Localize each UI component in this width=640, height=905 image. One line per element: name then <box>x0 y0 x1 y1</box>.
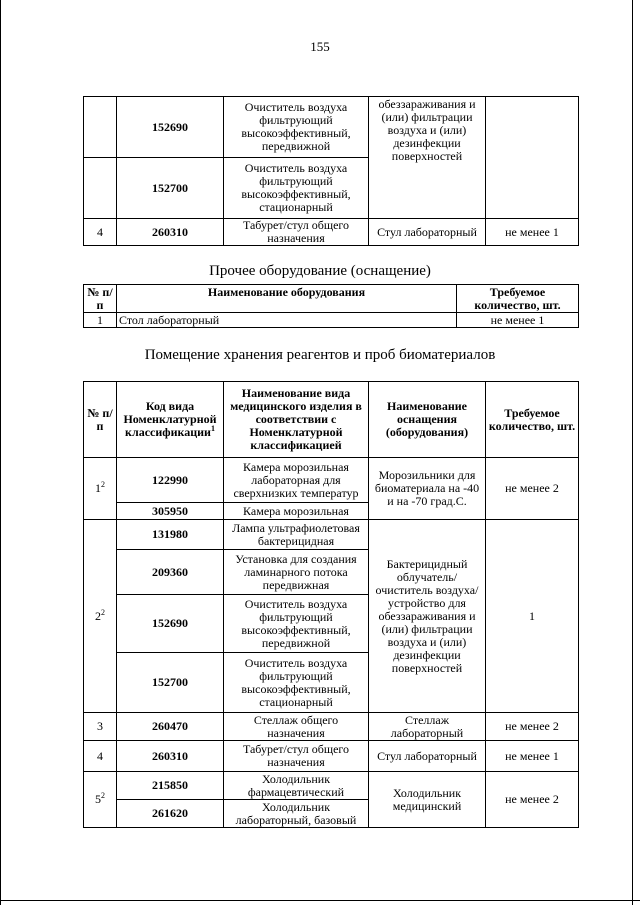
footnote-mark: 1 <box>210 424 215 433</box>
footnote-mark: 2 <box>101 791 105 800</box>
num-text: 2 <box>95 608 101 623</box>
table-header-row <box>84 382 579 458</box>
page-border-right <box>632 0 633 905</box>
footnote-mark: 2 <box>101 480 105 489</box>
name-cell: Холодильник фармацевтический <box>224 772 369 800</box>
name-cell: Табурет/стул общего назначения <box>224 741 369 772</box>
table-header-row <box>84 285 579 313</box>
code-cell: 260470 <box>117 713 224 741</box>
name-cell: Камера морозильная <box>224 503 369 520</box>
name-cell: Очиститель воздуха фильтрующий высокоэффективный, стационарный <box>224 653 369 713</box>
table-row <box>84 313 579 328</box>
num-text: 1 <box>95 481 101 495</box>
name-cell: Лампа ультрафиолетовая бактерицидная <box>224 520 369 550</box>
num-cell <box>84 772 117 828</box>
table-row <box>84 713 579 741</box>
page-border-bottom <box>0 900 640 901</box>
qty-cell: не менее 2 <box>486 458 579 520</box>
table-row <box>84 772 579 800</box>
name-cell: Стеллаж общего назначения <box>224 713 369 741</box>
header-equipment: Наименование оснащения (оборудования) <box>369 382 486 458</box>
code-cell: 152700 <box>117 653 224 713</box>
num-cell: 4 <box>84 741 117 772</box>
name-cell: Холодильник лабораторный, базовый <box>224 800 369 828</box>
table-row <box>84 219 579 246</box>
code-cell: 122990 <box>117 458 224 503</box>
equipment-cell: Стеллаж лабораторный <box>369 713 486 741</box>
qty-cell: не менее 1 <box>486 741 579 772</box>
name-cell: Очиститель воздуха фильтрующий высокоэффективный, стационарный <box>224 158 369 219</box>
header-code <box>117 382 224 458</box>
page-number: 155 <box>310 39 330 54</box>
equipment-cell: обеззараживания и (или) фильтрации воздуха и (или) дезинфекции поверхностей <box>369 97 486 219</box>
header-num: № п/п <box>84 382 117 458</box>
qty-cell: не менее 2 <box>486 772 579 828</box>
num-cell <box>84 158 117 219</box>
table-row <box>84 97 579 158</box>
table-other-equipment <box>83 284 579 328</box>
code-cell: 305950 <box>117 503 224 520</box>
table-row <box>84 458 579 503</box>
header-name: Наименование вида медицинского изделия в соответствии с Номенклатурной классификацией <box>224 382 369 458</box>
name-cell: Установка для создания ламинарного потока передвижная <box>224 550 369 595</box>
num-cell: 4 <box>84 219 117 246</box>
name-cell: Стол лабораторный <box>117 313 457 328</box>
code-cell: 209360 <box>117 550 224 595</box>
footnote-mark: 2 <box>101 607 105 617</box>
page-border-left <box>0 0 1 905</box>
equipment-cell: Стул лабораторный <box>369 741 486 772</box>
num-cell: 3 <box>84 713 117 741</box>
name-cell: Табурет/стул общего назначения <box>224 219 369 246</box>
header-qty: Требуемое количество, шт. <box>486 382 579 458</box>
qty-cell <box>486 97 579 219</box>
code-cell: 152690 <box>117 97 224 158</box>
name-cell: Очиститель воздуха фильтрующий высокоэффективный, передвижной <box>224 595 369 653</box>
qty-cell: не менее 1 <box>457 313 579 328</box>
num-cell: 1 <box>84 313 117 328</box>
equipment-cell: Бактерицидный облучатель/ очиститель воздуха/ устройство для обеззараживания и (или) фильтрации воздуха и (или) дезинфекции поверхностей <box>369 520 486 713</box>
section-title-storage: Помещение хранения реагентов и проб биоматериалов <box>144 347 496 363</box>
code-cell: 152690 <box>117 595 224 653</box>
qty-cell: не менее 2 <box>486 713 579 741</box>
code-cell: 215850 <box>117 772 224 800</box>
code-cell: 260310 <box>117 219 224 246</box>
table-row <box>84 741 579 772</box>
section-title-other-equipment: Прочее оборудование (оснащение) <box>209 263 431 279</box>
equipment-cell: Морозильники для биоматериала на -40 и на -70 град.С. <box>369 458 486 520</box>
num-cell <box>84 458 117 520</box>
equipment-cell: Холодильник медицинский <box>369 772 486 828</box>
code-cell: 152700 <box>117 158 224 219</box>
header-code-text: Код вида Номенклатурной классификации <box>123 399 217 439</box>
name-cell: Очиститель воздуха фильтрующий высокоэффективный, передвижной <box>224 97 369 158</box>
qty-cell: не менее 1 <box>486 219 579 246</box>
table-continuation <box>83 96 579 246</box>
header-num: № п/п <box>84 285 117 313</box>
name-cell: Камера морозильная лабораторная для сверхнизких температур <box>224 458 369 503</box>
table-row <box>84 520 579 550</box>
qty-cell: 1 <box>486 520 579 713</box>
num-cell <box>84 520 117 713</box>
code-cell: 261620 <box>117 800 224 828</box>
header-name: Наименование оборудования <box>117 285 457 313</box>
header-qty: Требуемое количество, шт. <box>457 285 579 313</box>
code-cell: 260310 <box>117 741 224 772</box>
table-storage-room <box>83 381 579 828</box>
num-text: 5 <box>95 792 101 806</box>
num-cell <box>84 97 117 158</box>
equipment-cell: Стул лабораторный <box>369 219 486 246</box>
code-cell: 131980 <box>117 520 224 550</box>
